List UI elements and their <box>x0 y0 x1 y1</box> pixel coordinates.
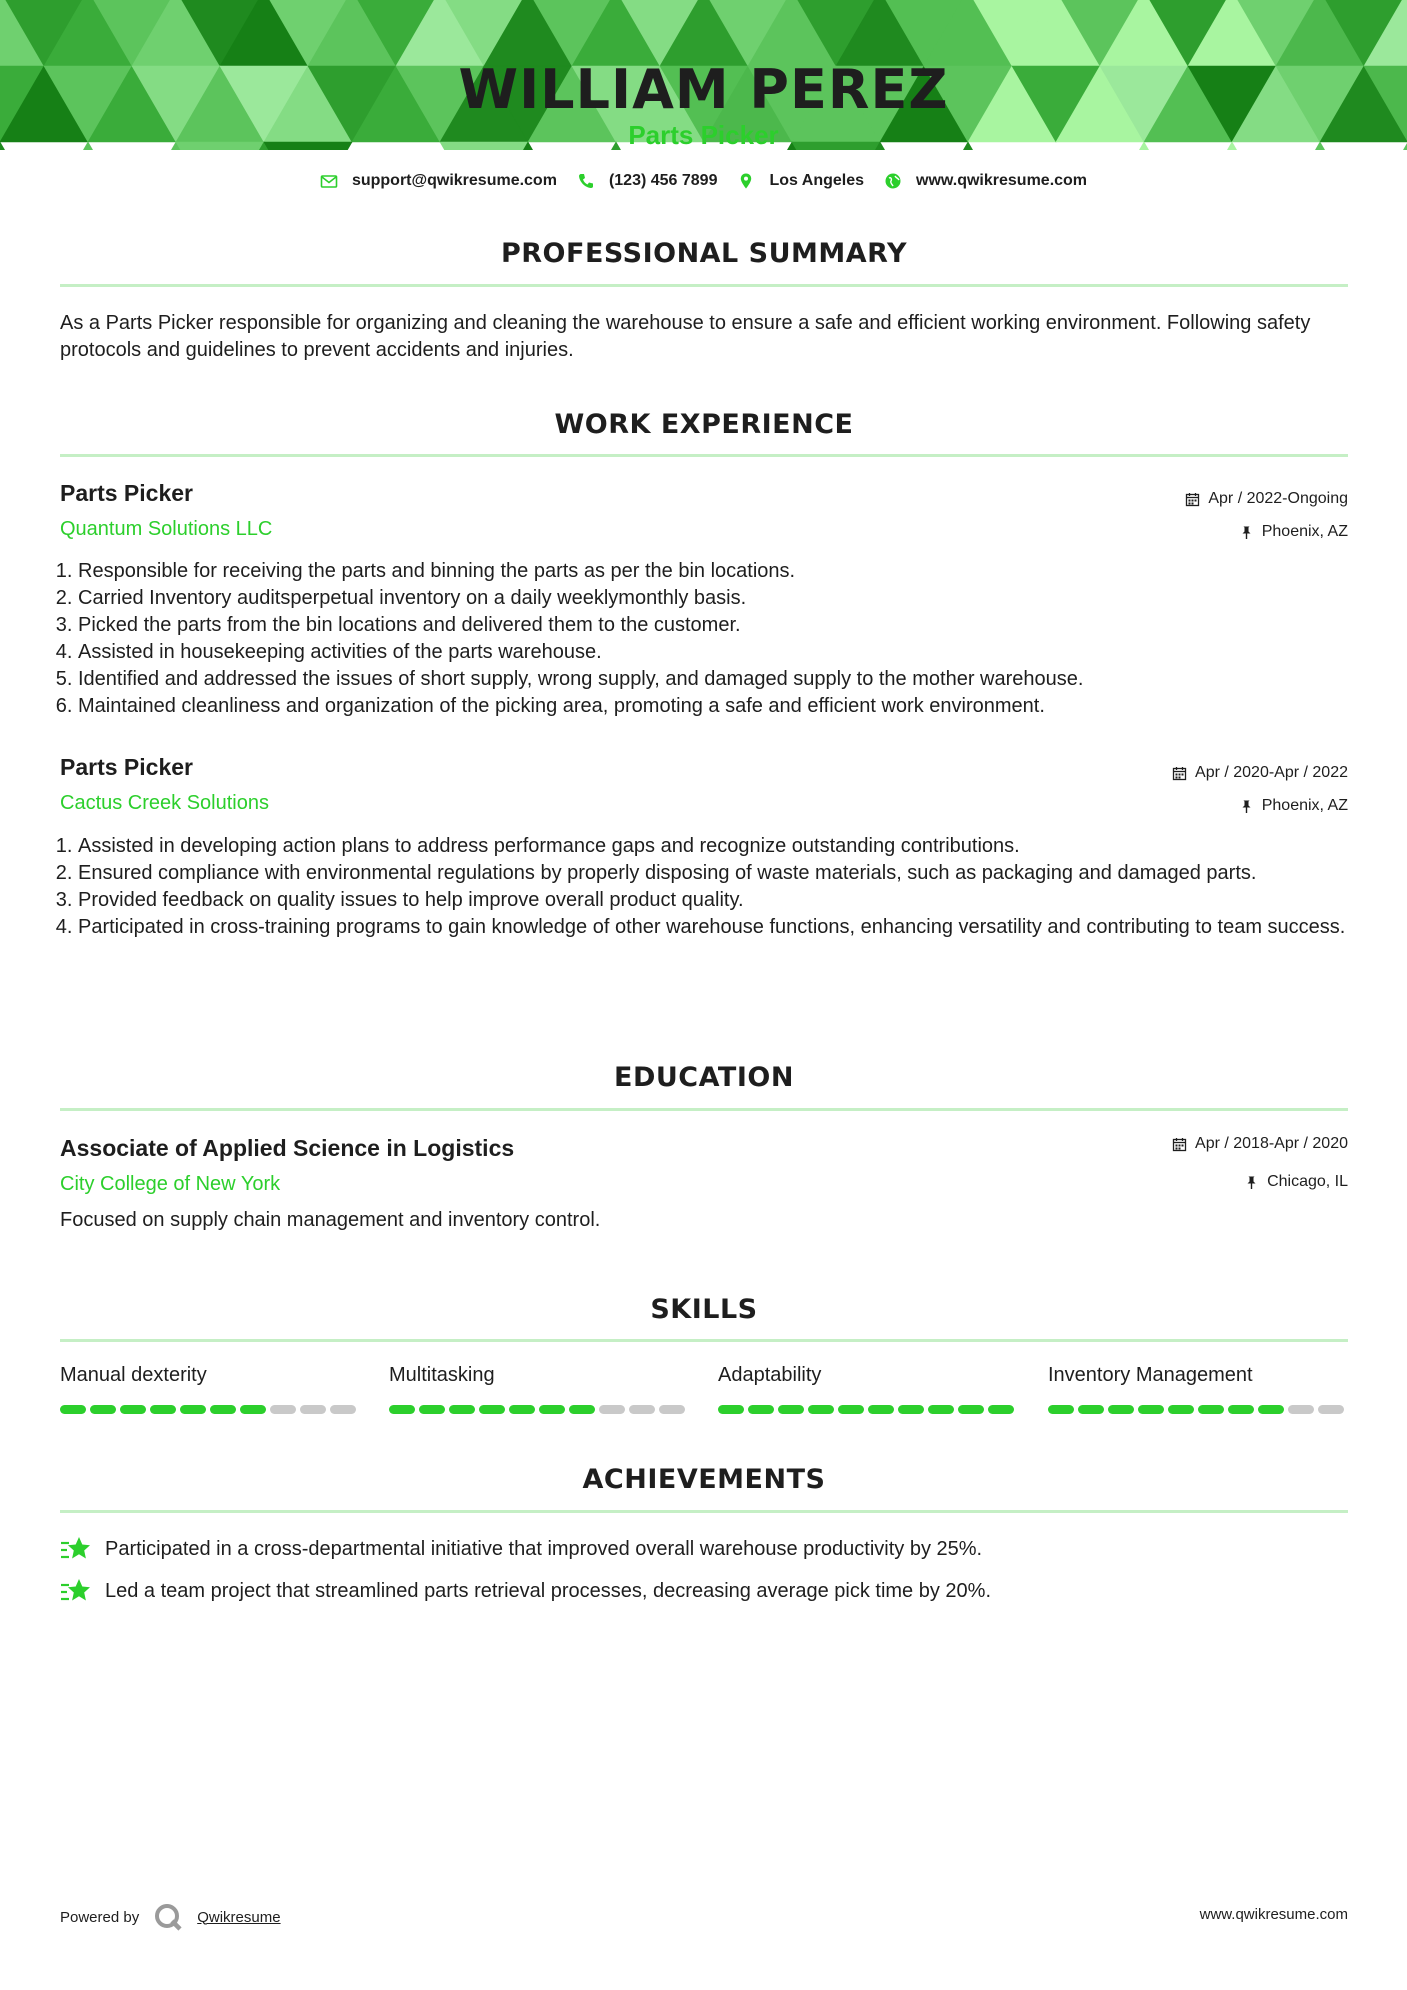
skill-segment-empty <box>330 1405 356 1414</box>
skill-segment-filled <box>150 1405 176 1414</box>
contact-location <box>737 172 864 190</box>
job-company: Quantum Solutions LLC <box>60 518 273 540</box>
education-divider <box>60 1108 1348 1111</box>
skill-segment-filled <box>60 1405 86 1414</box>
achievement-item <box>60 1576 991 1606</box>
skill-segment-filled <box>120 1405 146 1414</box>
duty-item: 3. Provided feedback on quality issues to help improve overall product quality. <box>78 887 1374 914</box>
achievement-text: Participated in a cross-departmental initiative that improved overall warehouse productivity by 25%. <box>105 1537 983 1560</box>
job-dates-text: Apr / 2022-Ongoing <box>1208 490 1348 507</box>
footer-website[interactable]: www.qwikresume.com <box>1199 1906 1348 1923</box>
skill-segment-filled <box>868 1405 894 1414</box>
contact-website-text: www.qwikresume.com <box>916 172 1088 189</box>
job-duties-list <box>52 833 1374 941</box>
skill-segment-empty <box>300 1405 326 1414</box>
skill-segment-filled <box>1108 1405 1134 1414</box>
skill-level-bar <box>389 1405 689 1414</box>
skill-segment-filled <box>389 1405 415 1414</box>
skill-segment-filled <box>1168 1405 1194 1414</box>
calendar-icon <box>1172 766 1187 781</box>
experience-divider <box>60 454 1348 457</box>
contact-email-text: support@qwikresume.com <box>351 172 557 189</box>
duty-item: 4. Participated in cross-training programs to gain knowledge of other warehouse functions, enhancing versatility and contributing to team success. <box>78 914 1374 941</box>
education-dates <box>1172 1135 1348 1153</box>
skill-name: Adaptability <box>718 1364 822 1386</box>
contact-bar <box>0 172 1407 190</box>
achievements-divider <box>60 1510 1348 1513</box>
powered-by-label: Powered by <box>60 1908 140 1926</box>
skill-segment-filled <box>1198 1405 1224 1414</box>
duty-item: 1. Responsible for receiving the parts and binning the parts as per the bin locations. <box>78 558 1374 585</box>
skill-name: Manual dexterity <box>60 1364 207 1386</box>
skill-segment-empty <box>1288 1405 1314 1414</box>
skill-segment-filled <box>1258 1405 1284 1414</box>
skill-segment-filled <box>718 1405 744 1414</box>
qwikresume-logo-icon <box>153 1902 183 1932</box>
skill-item <box>60 1364 360 1414</box>
skill-segment-empty <box>1318 1405 1344 1414</box>
globe-icon <box>884 172 902 190</box>
skill-item <box>718 1364 1018 1414</box>
calendar-icon <box>1172 1137 1187 1152</box>
skill-level-bar <box>60 1405 360 1414</box>
education-degree: Associate of Applied Science in Logistics <box>60 1135 515 1161</box>
skills-divider <box>60 1339 1348 1342</box>
skill-segment-filled <box>1228 1405 1254 1414</box>
education-location-text: Chicago, IL <box>1267 1173 1348 1190</box>
candidate-name: WILLIAM PEREZ <box>458 58 949 121</box>
education-dates-text: Apr / 2018-Apr / 2020 <box>1195 1135 1348 1152</box>
skill-segment-empty <box>599 1405 625 1414</box>
skill-segment-empty <box>629 1405 655 1414</box>
skills-heading: SKILLS <box>650 1294 758 1325</box>
skill-segment-filled <box>479 1405 505 1414</box>
skill-item <box>389 1364 689 1414</box>
skill-level-bar <box>1048 1405 1348 1414</box>
skill-segment-filled <box>808 1405 834 1414</box>
experience-heading: WORK EXPERIENCE <box>554 409 854 440</box>
map-pin-icon <box>737 172 755 190</box>
job-title: Parts Picker <box>60 754 193 780</box>
skill-segment-filled <box>1048 1405 1074 1414</box>
skill-segment-empty <box>270 1405 296 1414</box>
duty-item: 6. Maintained cleanliness and organization of the picking area, promoting a safe and efficient work environment. <box>78 693 1374 720</box>
summary-divider <box>60 284 1348 287</box>
education-location <box>1244 1173 1348 1191</box>
contact-location-text: Los Angeles <box>769 172 865 189</box>
skill-item <box>1048 1364 1348 1414</box>
skill-level-bar <box>718 1405 1018 1414</box>
candidate-role: Parts Picker <box>628 120 779 150</box>
skill-segment-filled <box>958 1405 984 1414</box>
calendar-icon <box>1185 492 1200 507</box>
skill-segment-filled <box>898 1405 924 1414</box>
skill-segment-filled <box>180 1405 206 1414</box>
skill-segment-filled <box>988 1405 1014 1414</box>
skill-segment-filled <box>748 1405 774 1414</box>
contact-phone[interactable] <box>577 172 718 190</box>
skill-segment-filled <box>778 1405 804 1414</box>
duty-item: 2. Carried Inventory auditsperpetual inventory on a daily weeklymonthly basis. <box>78 585 1374 612</box>
job-duties-list <box>52 558 1374 720</box>
phone-icon <box>577 172 595 190</box>
job-location <box>1239 797 1348 815</box>
achievement-text: Led a team project that streamlined parts retrieval processes, decreasing average pick time by 20%. <box>105 1579 991 1602</box>
skill-segment-filled <box>509 1405 535 1414</box>
star-icon <box>60 1534 92 1564</box>
duty-item: 2. Ensured compliance with environmental regulations by properly disposing of waste materials, such as packaging and damaged parts. <box>78 860 1374 887</box>
skill-segment-filled <box>210 1405 236 1414</box>
achievement-item <box>60 1534 982 1564</box>
summary-heading: PROFESSIONAL SUMMARY <box>500 238 908 269</box>
job-location-text: Phoenix, AZ <box>1261 797 1348 814</box>
pushpin-icon <box>1239 799 1254 814</box>
skill-segment-filled <box>449 1405 475 1414</box>
envelope-icon <box>320 172 338 190</box>
contact-email[interactable] <box>320 172 557 190</box>
summary-text: As a Parts Picker responsible for organizing and cleaning the warehouse to ensure a safe and efficient working environment. Following safety protocols and guidelines to prevent accidents and injuries. <box>60 312 1311 361</box>
skill-segment-filled <box>928 1405 954 1414</box>
skill-segment-filled <box>569 1405 595 1414</box>
achievements-heading: ACHIEVEMENTS <box>582 1464 826 1495</box>
qwikresume-link[interactable]: Qwikresume <box>197 1908 281 1926</box>
job-company: Cactus Creek Solutions <box>60 792 269 814</box>
skill-segment-filled <box>90 1405 116 1414</box>
skill-segment-filled <box>419 1405 445 1414</box>
education-heading: EDUCATION <box>614 1062 794 1093</box>
duty-item: 1. Assisted in developing action plans to address performance gaps and recognize outstanding contributions. <box>78 833 1374 860</box>
skill-segment-filled <box>1138 1405 1164 1414</box>
star-icon <box>60 1576 92 1606</box>
duty-item: 3. Picked the parts from the bin locations and delivered them to the customer. <box>78 612 1374 639</box>
skill-name: Multitasking <box>389 1364 495 1386</box>
skill-segment-filled <box>539 1405 565 1414</box>
contact-phone-text: (123) 456 7899 <box>608 172 718 189</box>
skill-segment-empty <box>659 1405 685 1414</box>
job-dates <box>1185 490 1348 508</box>
footer-powered-by <box>60 1902 281 1932</box>
education-school: City College of New York <box>60 1173 281 1195</box>
skill-segment-filled <box>838 1405 864 1414</box>
job-location-text: Phoenix, AZ <box>1261 523 1348 540</box>
footer <box>60 1902 1348 1932</box>
education-description: Focused on supply chain management and inventory control. <box>60 1209 601 1231</box>
duty-item: 5. Identified and addressed the issues of short supply, wrong supply, and damaged supply to the mother warehouse. <box>78 666 1374 693</box>
skill-name: Inventory Management <box>1048 1364 1253 1386</box>
skill-segment-filled <box>240 1405 266 1414</box>
skill-segment-filled <box>1078 1405 1104 1414</box>
duty-item: 4. Assisted in housekeeping activities of the parts warehouse. <box>78 639 1374 666</box>
pushpin-icon <box>1244 1175 1259 1190</box>
job-title: Parts Picker <box>60 480 193 506</box>
job-dates-text: Apr / 2020-Apr / 2022 <box>1195 764 1348 781</box>
pushpin-icon <box>1239 525 1254 540</box>
job-location <box>1239 523 1348 541</box>
job-dates <box>1172 764 1348 782</box>
contact-website[interactable] <box>884 172 1087 190</box>
